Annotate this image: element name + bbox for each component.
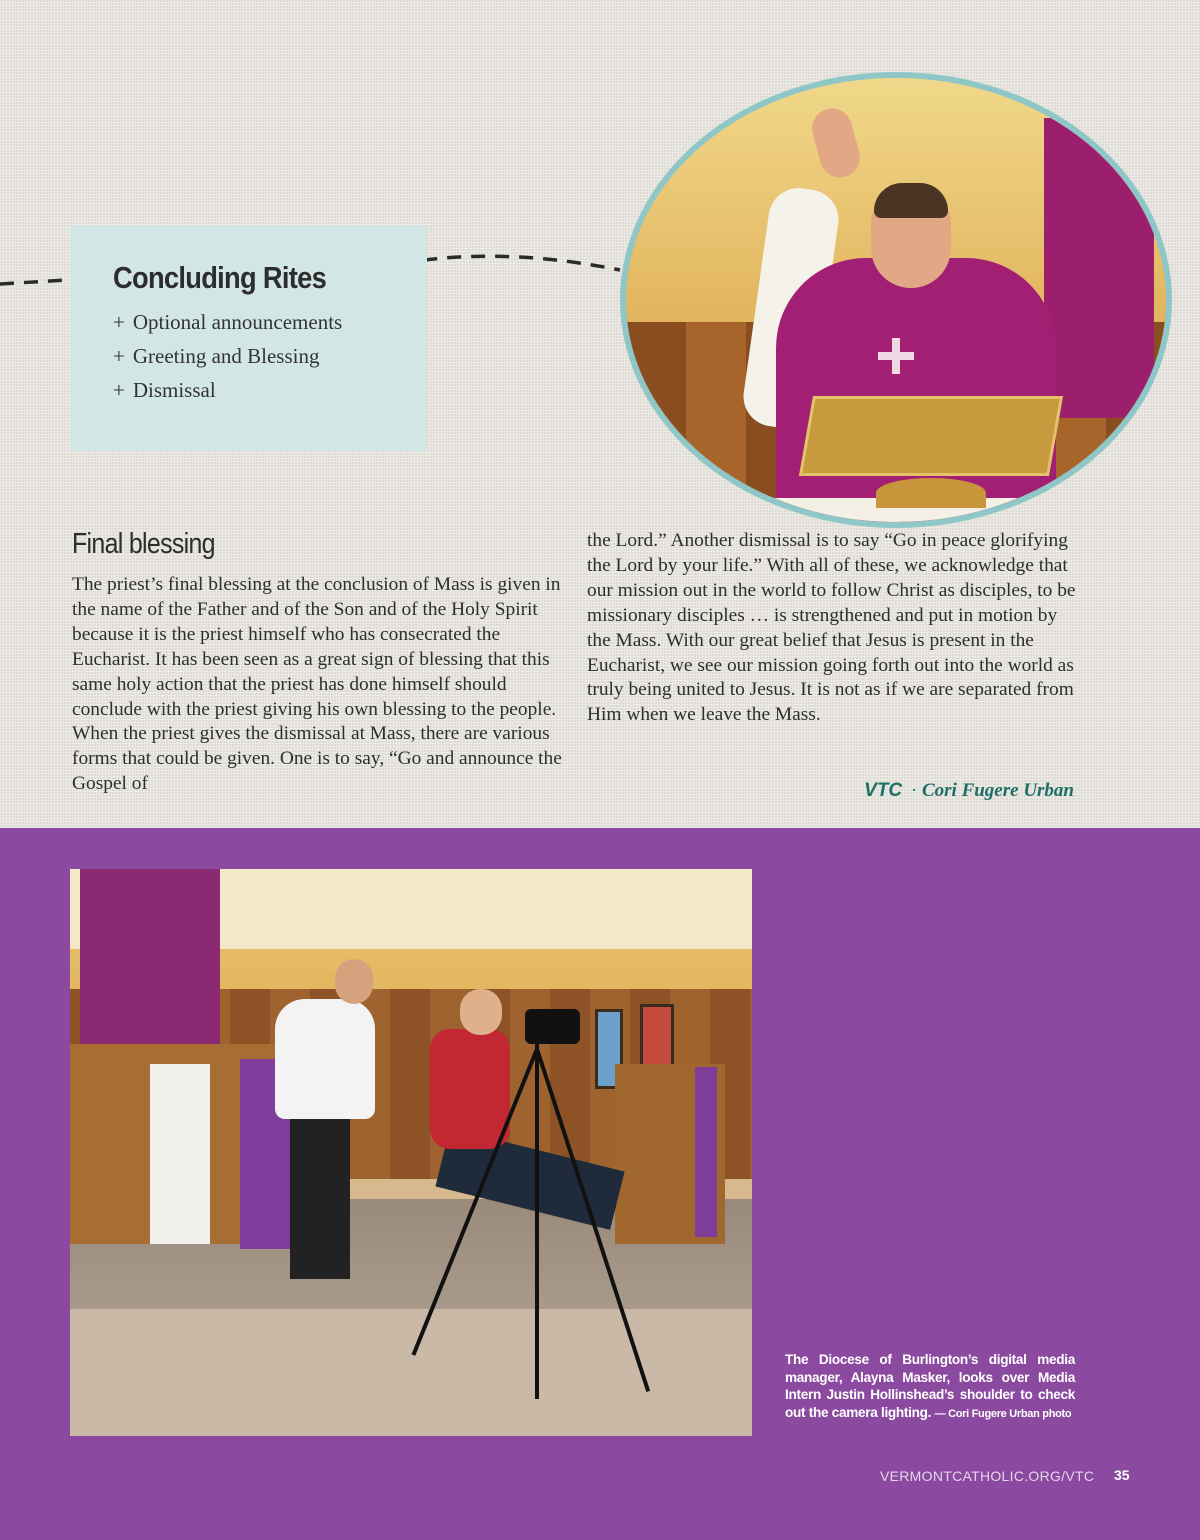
camera-crew-photo — [70, 869, 752, 1436]
article-column-1: The priest’s final blessing at the conclusion of Mass is given in the name of the Father and of the Son and of the Holy Spirit because it is the priest himself who has consecrated the Eucharist. It has been seen as a great sign of blessing that this same holy action that the priest has done himself should conclude with the priest giving his own blessing to the people. When the priest gives the dismissal at Mass, there are various forms that could be given. One is to say, “Go and announce the Gospel of — [72, 574, 562, 795]
article-column-2: the Lord.” Another dismissal is to say “Go in peace glorifying the Lord by your life.” With all of these, we acknowledge that our mission out in the world to follow Christ as disciples, to be missionary disciples … is strengthened and put in motion by the Mass. With our great belief that Jesus is present in the Eucharist, we see our mission going forth out into the world as truly being united to Jesus. It is not as if we are separated from Him when we leave the Mass. — [587, 530, 1076, 726]
caption-text: The Diocese of Burlington’s digital media manager, Alayna Masker, looks over Media Intern Justin Hollinshead’s shoulder to check out the camera lighting. — [785, 1352, 1075, 1420]
footer-url[interactable]: VERMONTCATHOLIC.ORG/VTC — [880, 1468, 1095, 1484]
concluding-rites-title: Concluding Rites — [113, 260, 327, 295]
caption-credit: — Cori Fugere Urban photo — [934, 1407, 1072, 1420]
list-item: + Greeting and Blessing — [113, 344, 320, 368]
list-item: + Dismissal — [113, 378, 216, 402]
priest-blessing-photo — [620, 72, 1172, 528]
article-heading: Final blessing — [72, 528, 215, 560]
byline — [864, 780, 1074, 802]
byline-label: VTC — [864, 780, 903, 801]
list-item: + Optional announcements — [113, 310, 343, 334]
page-number: 35 — [1114, 1467, 1130, 1483]
byline-name: Cori Fugere Urban — [921, 780, 1074, 801]
concluding-rites-list — [113, 305, 342, 407]
byline-separator: · — [910, 780, 918, 801]
photo-caption — [785, 1351, 1075, 1423]
